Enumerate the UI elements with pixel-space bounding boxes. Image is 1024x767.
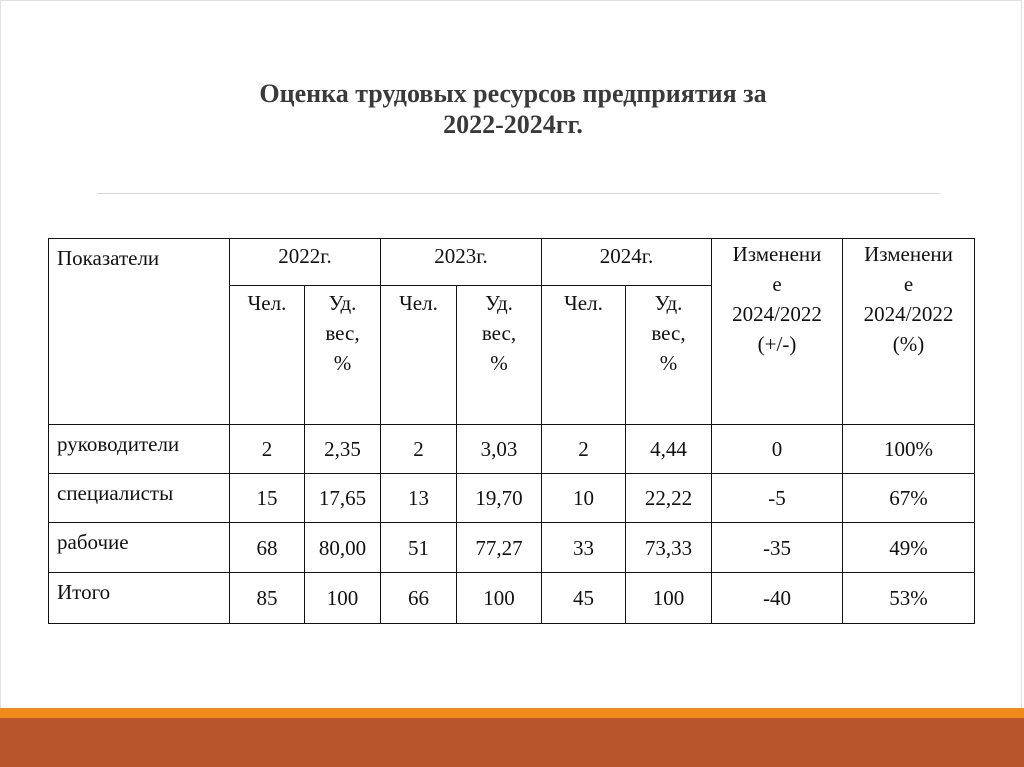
table-cell: -40 [712,573,843,624]
header-year-2023: 2023г. [381,239,542,286]
table-cell: 77,27 [457,523,542,573]
header-change-abs: Изменени е 2024/2022 (+/-) [712,239,843,425]
title-divider [97,193,940,194]
table-cell: 2,35 [305,425,381,474]
table-cell: 100 [305,573,381,624]
table-cell: 3,03 [457,425,542,474]
table-row [49,474,975,523]
table-cell: 66 [381,573,457,624]
table-cell: 45 [542,573,626,624]
table-cell: 80,00 [305,523,381,573]
header-year-2022: 2022г. [230,239,381,286]
labor-resources-table [48,238,975,624]
footer-bar [0,718,1024,767]
subheader-share-2022: Уд. вес, % [305,286,381,425]
subheader-share-2023: Уд. вес, % [457,286,542,425]
table-cell: 2 [230,425,305,474]
table-cell: -35 [712,523,843,573]
table-cell: 2 [542,425,626,474]
footer-accent-stripe [0,708,1024,718]
table-row-total [49,573,975,624]
table-cell: 49% [843,523,975,573]
table-cell: -5 [712,474,843,523]
table-cell: 15 [230,474,305,523]
header-change-pct: Изменени е 2024/2022 (%) [843,239,975,425]
table-row [49,523,975,573]
table-cell: 68 [230,523,305,573]
subheader-people-2024: Чел. [542,286,626,425]
subheader-people-2022: Чел. [230,286,305,425]
table-cell: 100 [457,573,542,624]
header-year-2024: 2024г. [542,239,712,286]
table-cell: 2 [381,425,457,474]
table-cell: 17,65 [305,474,381,523]
header-row-years [49,239,975,286]
subheader-share-2024: Уд. вес, % [626,286,712,425]
table-cell: 51 [381,523,457,573]
table-cell: 85 [230,573,305,624]
table-cell: 10 [542,474,626,523]
row-label: Итого [49,573,230,624]
table-cell: 13 [381,474,457,523]
table-cell: 4,44 [626,425,712,474]
table-cell: 19,70 [457,474,542,523]
table-cell: 22,22 [626,474,712,523]
table-cell: 0 [712,425,843,474]
table-cell: 100 [626,573,712,624]
row-label: руководители [49,425,230,474]
row-label: специалисты [49,474,230,523]
subheader-people-2023: Чел. [381,286,457,425]
table-cell: 33 [542,523,626,573]
table-cell: 67% [843,474,975,523]
table-cell: 100% [843,425,975,474]
table-cell: 73,33 [626,523,712,573]
table-row [49,425,975,474]
table-cell: 53% [843,573,975,624]
header-indicators: Показатели [49,239,230,425]
row-label: рабочие [49,523,230,573]
slide-title: Оценка трудовых ресурсов предприятия за 2022-2024гг. [259,79,767,139]
